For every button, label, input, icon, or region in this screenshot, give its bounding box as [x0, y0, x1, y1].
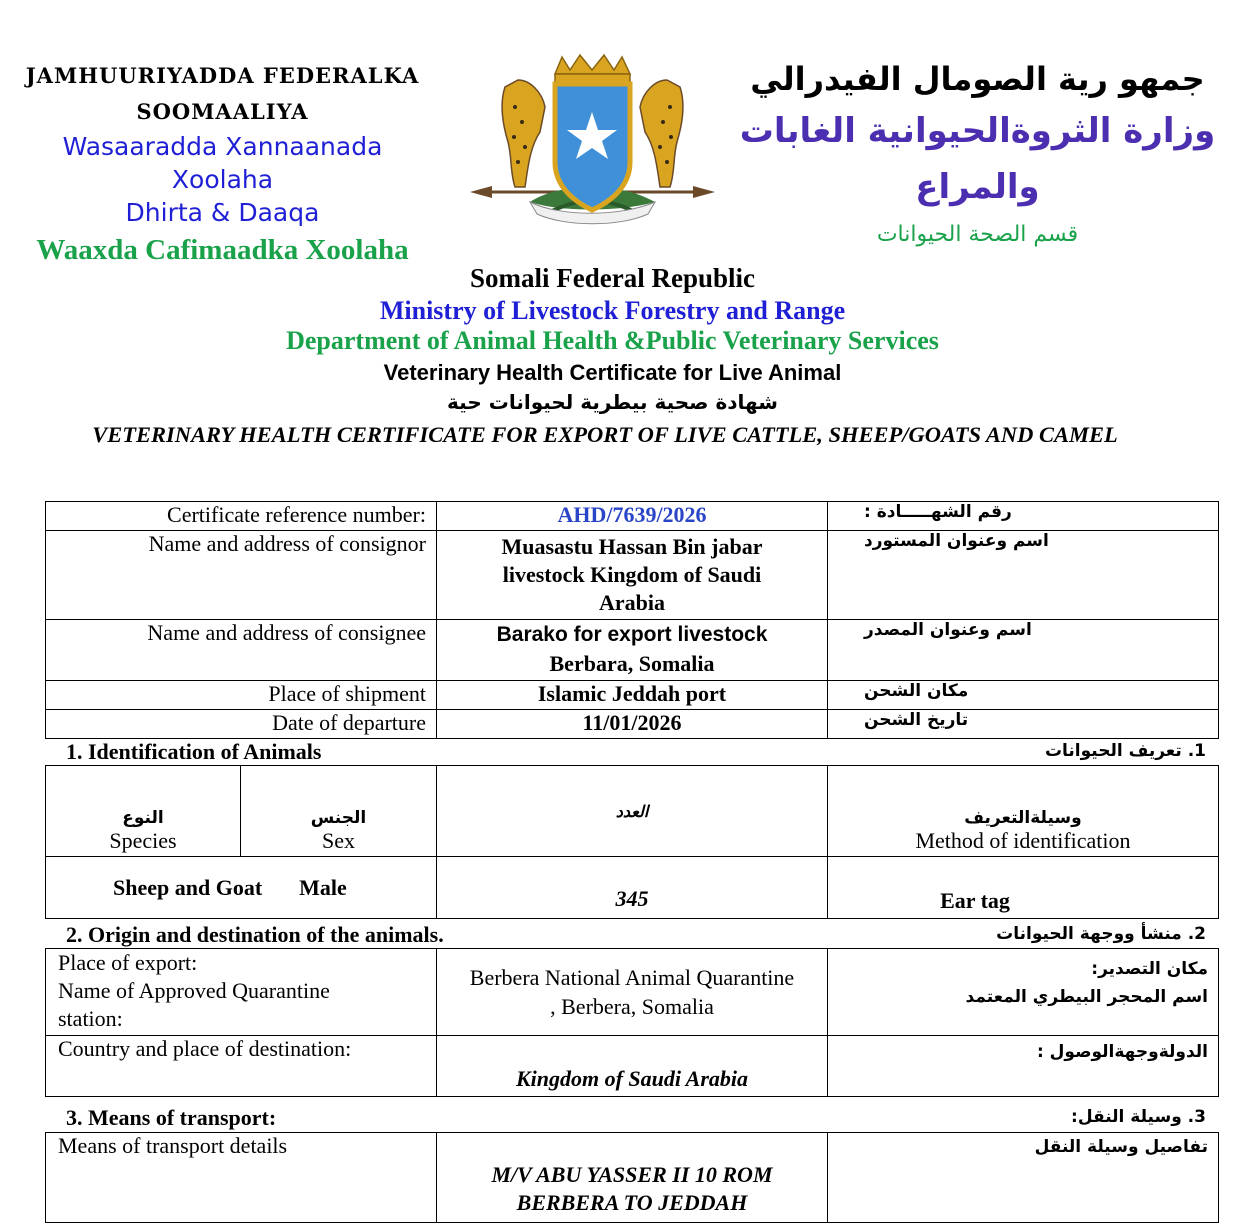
ref-number-label-ar: رقم الشهـــــادة :	[828, 502, 1219, 531]
republic-ar: جمهو رية الصومال الفيدرالي	[750, 60, 1205, 98]
table-row	[46, 531, 1219, 620]
shipment-place-label: Place of shipment	[46, 681, 437, 710]
department-title: Department of Animal Health &Public Veterinary Services	[286, 326, 939, 355]
consignee-label: Name and address of consignee	[46, 620, 437, 681]
destination-label-ar: الدولةوجهةالوصول :	[828, 1036, 1219, 1097]
ministry-ar: وزارة الثروةالحيوانية الغابات والمراع	[739, 111, 1216, 207]
species-value: Sheep and Goat	[113, 875, 263, 900]
consignee-value-line2: Berbara, Somalia	[549, 651, 715, 676]
ministry-title: Ministry of Livestock Forestry and Range	[379, 296, 846, 325]
table-row	[46, 710, 1219, 739]
count-value: 345	[437, 857, 828, 919]
sex-header	[241, 766, 437, 857]
species-sex-value	[46, 857, 437, 919]
ministry-so-line3: Dhirta & Daaqa	[125, 198, 320, 227]
ministry-so-line1: Wasaaradda Xannaanada	[62, 132, 383, 161]
animal-identification-table	[45, 765, 1219, 919]
sex-header-en: Sex	[322, 828, 355, 853]
certificate-title-ar: شهادة صحية بيطرية لحيوانات حية	[447, 390, 778, 414]
table-row	[46, 502, 1219, 531]
ref-number-value: AHD/7639/2026	[437, 502, 828, 531]
origin-destination-table	[45, 948, 1219, 1097]
departure-date-label: Date of departure	[46, 710, 437, 739]
export-place-label-ar	[828, 949, 1219, 1036]
section1-title: 1. Identification of Animals	[66, 739, 322, 764]
shipment-place-value: Islamic Jeddah port	[437, 681, 828, 710]
export-place-label-ar-2: اسم المحجر البيطري المعتمد	[965, 987, 1208, 1007]
consignee-value	[437, 620, 828, 681]
export-place-value-2: , Berbera, Somalia	[550, 994, 714, 1019]
republic-title: Somali Federal Republic	[470, 263, 755, 293]
destination-value: Kingdom of Saudi Arabia	[437, 1036, 828, 1097]
count-header	[437, 766, 828, 857]
export-place-label-ar-1: مكان التصدير:	[1091, 959, 1208, 979]
method-value-text: Ear tag	[940, 888, 1010, 913]
right-header	[720, 55, 1235, 255]
export-title: VETERINARY HEALTH CERTIFICATE FOR EXPORT OF LIVE CATTLE, SHEEP/GOATS AND CAMEL	[92, 422, 1118, 447]
destination-label: Country and place of destination:	[46, 1036, 437, 1097]
department-so: Waaxda Cafimaadka Xoolaha	[36, 234, 409, 266]
consignee-label-ar: اسم وعنوان المصدر	[828, 620, 1219, 681]
table-row	[46, 949, 1219, 1036]
table-row	[46, 681, 1219, 710]
transport-label: Means of transport details	[46, 1133, 437, 1223]
certificate-info-table	[45, 501, 1219, 739]
table-row	[46, 620, 1219, 681]
species-header-en: Species	[109, 828, 177, 853]
transport-label-ar: تفاصيل وسيلة النقل	[828, 1133, 1219, 1223]
section3-title-ar: 3. وسيلة النقل:	[1071, 1107, 1206, 1127]
consignor-label-ar: اسم وعنوان المستورد	[828, 531, 1219, 620]
species-header	[46, 766, 241, 857]
method-header	[828, 766, 1219, 857]
table-row	[46, 766, 1219, 857]
section2-title-ar: 2. منشأ ووجهة الحيوانات	[996, 924, 1206, 944]
certificate-title: Veterinary Health Certificate for Live Animal	[383, 360, 842, 385]
ministry-so-line2: Xoolaha	[171, 165, 274, 194]
department-ar: قسم الصحة الحيوانات	[876, 222, 1079, 247]
method-value	[828, 857, 1219, 919]
count-header-ar: العدد	[615, 802, 649, 821]
export-place-label	[46, 949, 437, 1036]
consignee-value-line1: Barako for export livestock	[496, 623, 768, 646]
export-place-label-3: station:	[58, 1006, 123, 1031]
consignor-value: Muasastu Hassan Bin jabar livestock Kingdom of Saudi Arabia	[437, 531, 828, 620]
somalia-coat-of-arms-icon	[470, 52, 715, 247]
sex-value: Male	[299, 875, 347, 900]
departure-date-value: 11/01/2026	[437, 710, 828, 739]
section3-title: 3. Means of transport:	[66, 1105, 277, 1130]
republic-so-line1: JAMHUURIYADDA FEDERALKA	[25, 63, 420, 88]
method-header-ar: وسيلةالتعريف	[964, 808, 1082, 828]
method-header-en: Method of identification	[915, 828, 1131, 853]
export-place-label-2: Name of Approved Quarantine	[58, 978, 330, 1003]
transport-value-1: M/V ABU YASSER II 10 ROM	[491, 1162, 773, 1187]
section2-title: 2. Origin and destination of the animals.	[66, 922, 444, 947]
transport-table	[45, 1132, 1219, 1223]
republic-so-line2: SOOMAALIYA	[136, 99, 309, 124]
table-row	[46, 1133, 1219, 1223]
sex-header-ar: الجنس	[310, 808, 367, 828]
export-place-label-1: Place of export:	[58, 950, 198, 975]
transport-value	[437, 1133, 828, 1223]
departure-date-label-ar: تاريخ الشحن	[828, 710, 1219, 739]
left-header	[20, 58, 425, 269]
section1-title-ar: 1. تعريف الحيوانات	[1044, 741, 1206, 761]
ref-number-label: Certificate reference number:	[46, 502, 437, 531]
shipment-place-label-ar: مكان الشحن	[828, 681, 1219, 710]
consignor-label: Name and address of consignor	[46, 531, 437, 620]
species-header-ar: النوع	[122, 808, 164, 828]
table-row	[46, 857, 1219, 919]
transport-value-2: BERBERA TO JEDDAH	[516, 1190, 748, 1215]
export-place-value	[437, 949, 828, 1036]
table-row	[46, 1036, 1219, 1097]
export-place-value-1: Berbera National Animal Quarantine	[469, 965, 795, 990]
